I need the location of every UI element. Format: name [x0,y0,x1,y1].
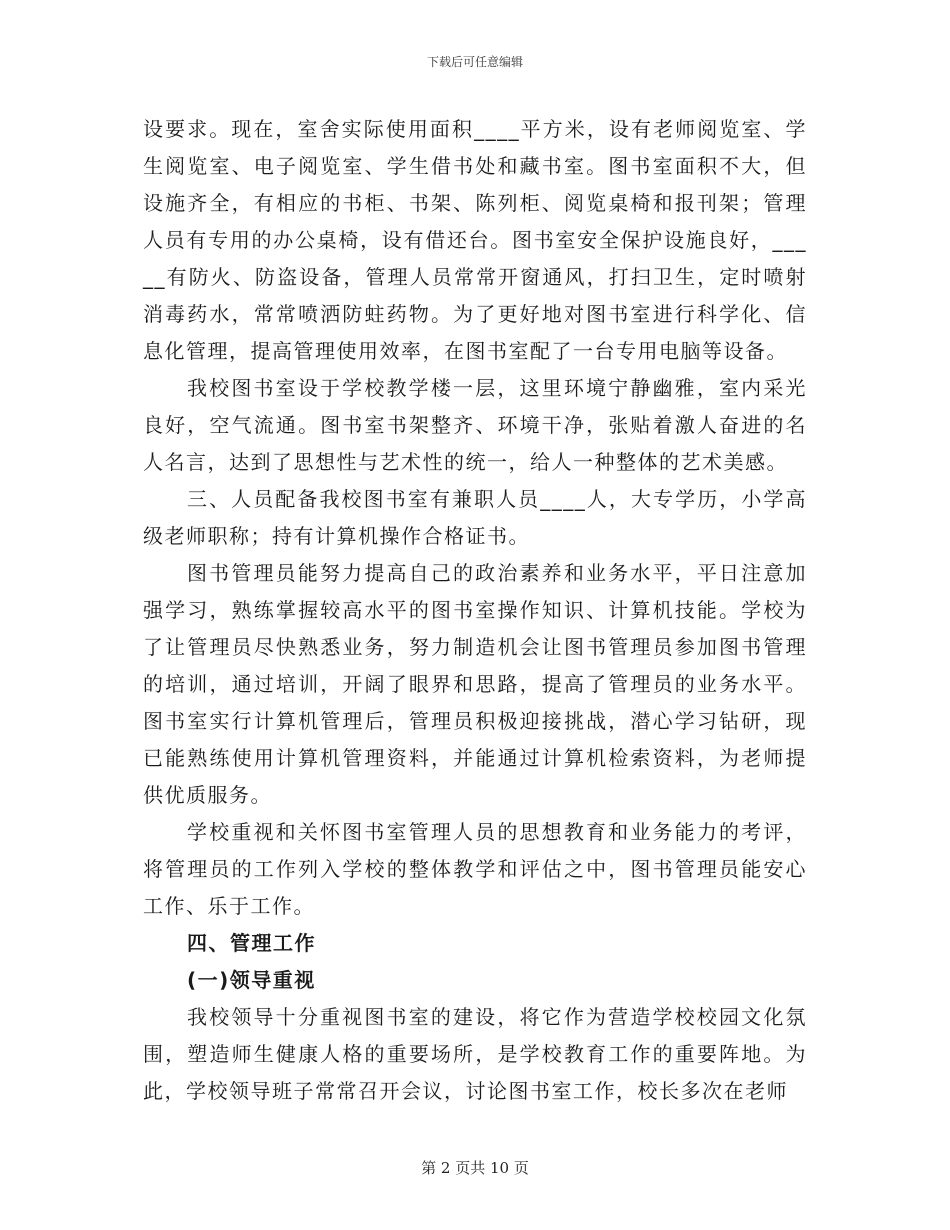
paragraph-facilities: 设要求。现在，室舍实际使用面积____平方米，设有老师阅览室、学生阅览室、电子阅览室、学生借书处和藏书室。图书室面积不大，但设施齐全，有相应的书柜、书架、陈列柜、阅览桌椅和报刊架；管理人员有专用的办公桌椅，设有借还台。图书室安全保护设施良好，_____有防火、防盗设备，管理人员常常开窗通风，打扫卫生，定时喷射消毒药水，常常喷洒防蛀药物。为了更好地对图书室进行科学化、信息化管理，提高管理使用效率，在图书室配了一台专用电脑等设备。 [143,117,807,363]
document-body [143,111,807,1110]
paragraph-librarian-skills: 图书管理员能努力提高自己的政治素养和业务水平，平日注意加强学习，熟练掌握较高水平的图书室操作知识、计算机技能。学校为了让管理员尽快熟悉业务，努力制造机会让图书管理员参加图书管理的培训，通过培训，开阔了眼界和思路，提高了管理员的业务水平。图书室实行计算机管理后，管理员积极迎接挑战，潜心学习钻研，现已能熟练使用计算机管理资料，并能通过计算机检索资料，为老师提供优质服务。 [143,561,807,807]
section-heading-management: 四、管理工作 [187,931,316,955]
paragraph-environment: 我校图书室设于学校教学楼一层，这里环境宁静幽雅，室内采光良好，空气流通。图书室书架整齐、环境干净，张贴着激人奋进的名人名言，达到了思想性与艺术性的统一，给人一种整体的艺术美感。 [143,376,807,474]
paragraph-leadership: 我校领导十分重视图书室的建设，将它作为营造学校校园文化氛围，塑造师生健康人格的重要场所，是学校教育工作的重要阵地。为此，学校领导班子常常召开会议，讨论图书室工作，校长多次在老师 [143,1005,807,1103]
page-number: 第 2 页共 10 页 [421,1159,529,1177]
paragraph-staffing: 三、人员配备我校图书室有兼职人员____人，大专学历，小学高级老师职称；持有计算机操作合格证书。 [143,487,807,548]
page-header: 下载后可任意编辑 [426,55,523,69]
subsection-heading-leadership: (一)领导重视 [187,968,316,992]
paragraph-evaluation: 学校重视和关怀图书室管理人员的思想教育和业务能力的考评，将管理员的工作列入学校的整体教学和评估之中，图书管理员能安心工作、乐于工作。 [143,820,807,918]
